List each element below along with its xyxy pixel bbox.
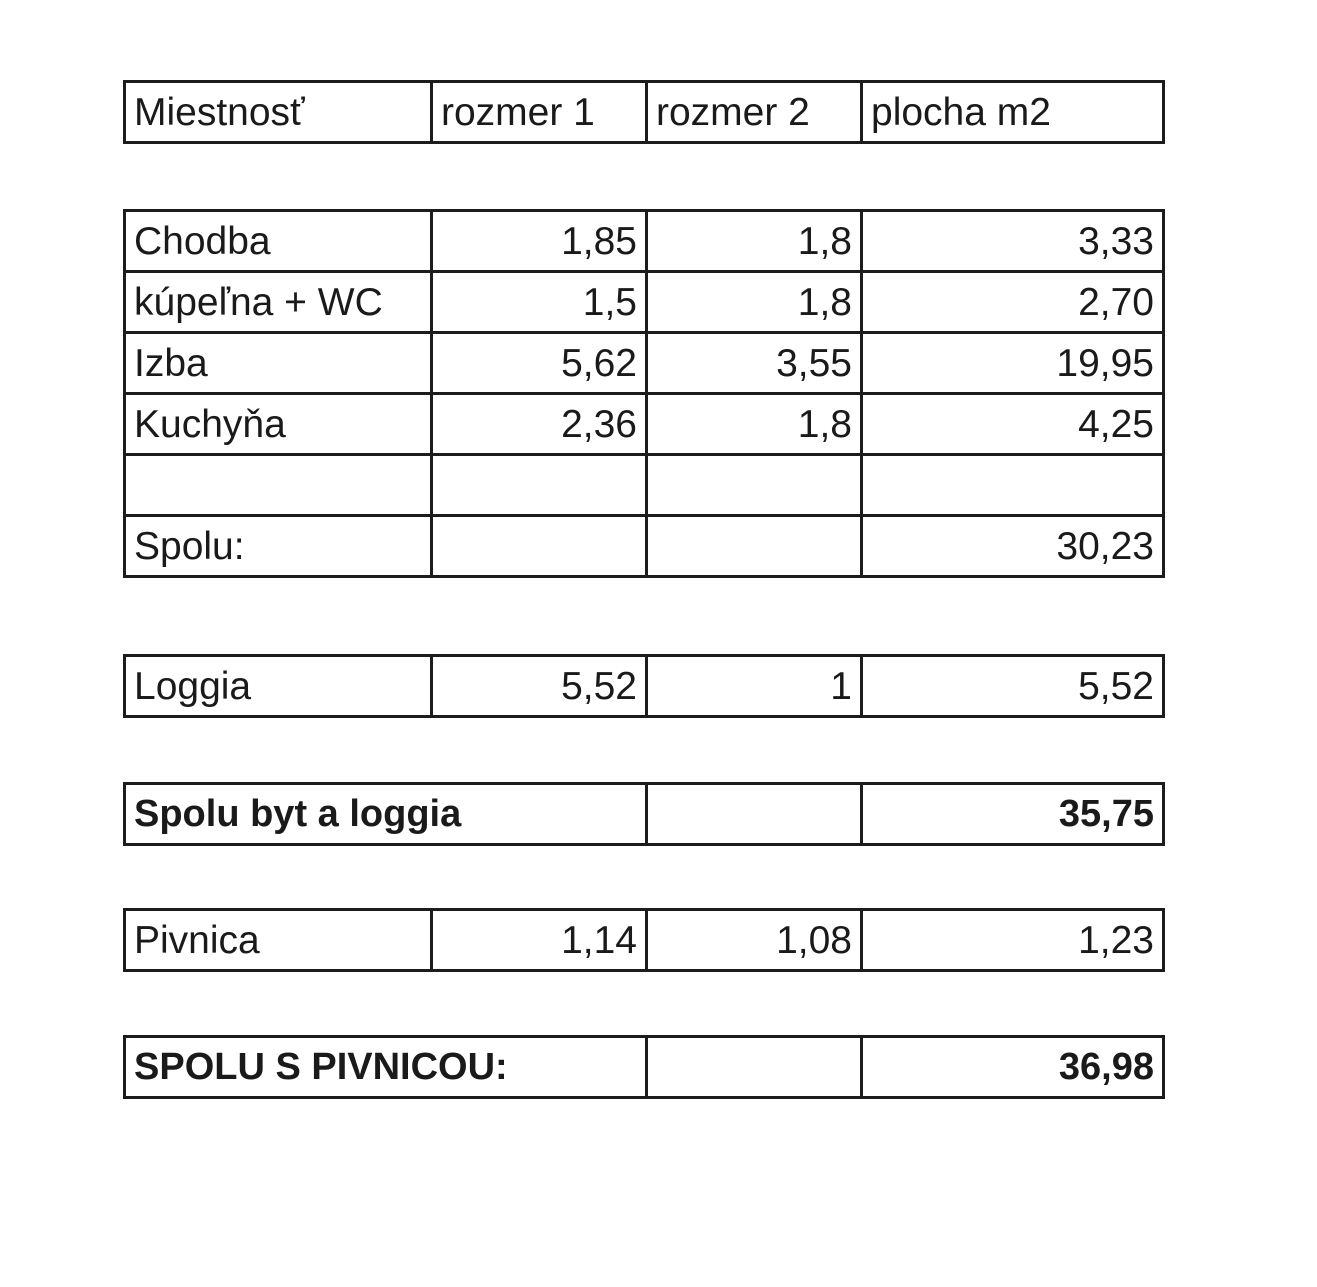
- grand-total-empty: [647, 1037, 862, 1098]
- subtotal-row: [125, 516, 1164, 577]
- subtotal-dim1-empty: [432, 516, 647, 577]
- grand-total-row: [125, 1037, 1164, 1098]
- subtotal-area: 30,23: [862, 516, 1164, 577]
- room-name: [125, 455, 432, 516]
- grand-total-table: [123, 1035, 1165, 1099]
- total-with-loggia-row: [125, 784, 1164, 845]
- loggia-area: 5,52: [862, 656, 1164, 717]
- table-row: [125, 333, 1164, 394]
- header-dim2: rozmer 2: [647, 82, 862, 143]
- room-dim2: [647, 455, 862, 516]
- table-row: [125, 272, 1164, 333]
- room-name: kúpeľna + WC: [125, 272, 432, 333]
- loggia-table: [123, 654, 1165, 718]
- rooms-table: [123, 209, 1165, 578]
- room-area: 3,33: [862, 211, 1164, 272]
- loggia-dim2: 1: [647, 656, 862, 717]
- header-dim1: rozmer 1: [432, 82, 647, 143]
- header-row: [125, 82, 1164, 143]
- cellar-dim2: 1,08: [647, 910, 862, 971]
- room-dim2: 1,8: [647, 211, 862, 272]
- cellar-name: Pivnica: [125, 910, 432, 971]
- room-area: [862, 455, 1164, 516]
- room-dim1: 1,5: [432, 272, 647, 333]
- room-name: Izba: [125, 333, 432, 394]
- header-area: plocha m2: [862, 82, 1164, 143]
- loggia-dim1: 5,52: [432, 656, 647, 717]
- grand-total-area: 36,98: [862, 1037, 1164, 1098]
- room-area: 19,95: [862, 333, 1164, 394]
- cellar-row: [125, 910, 1164, 971]
- total-with-loggia-label: Spolu byt a loggia: [125, 784, 647, 845]
- cellar-table: [123, 908, 1165, 972]
- cellar-area: 1,23: [862, 910, 1164, 971]
- loggia-row: [125, 656, 1164, 717]
- room-dim2: 1,8: [647, 394, 862, 455]
- grand-total-label: SPOLU S PIVNICOU:: [125, 1037, 647, 1098]
- room-area: 4,25: [862, 394, 1164, 455]
- header-table: [123, 80, 1165, 144]
- total-with-loggia-table: [123, 782, 1165, 846]
- room-dim1: [432, 455, 647, 516]
- room-name: Chodba: [125, 211, 432, 272]
- subtotal-label: Spolu:: [125, 516, 432, 577]
- header-room: Miestnosť: [125, 82, 432, 143]
- room-dim1: 2,36: [432, 394, 647, 455]
- room-dim2: 3,55: [647, 333, 862, 394]
- room-area: 2,70: [862, 272, 1164, 333]
- table-row: [125, 394, 1164, 455]
- total-with-loggia-empty: [647, 784, 862, 845]
- total-with-loggia-area: 35,75: [862, 784, 1164, 845]
- loggia-name: Loggia: [125, 656, 432, 717]
- room-dim1: 5,62: [432, 333, 647, 394]
- table-row: [125, 211, 1164, 272]
- empty-row: [125, 455, 1164, 516]
- cellar-dim1: 1,14: [432, 910, 647, 971]
- room-name: Kuchyňa: [125, 394, 432, 455]
- subtotal-dim2-empty: [647, 516, 862, 577]
- room-dim1: 1,85: [432, 211, 647, 272]
- room-dim2: 1,8: [647, 272, 862, 333]
